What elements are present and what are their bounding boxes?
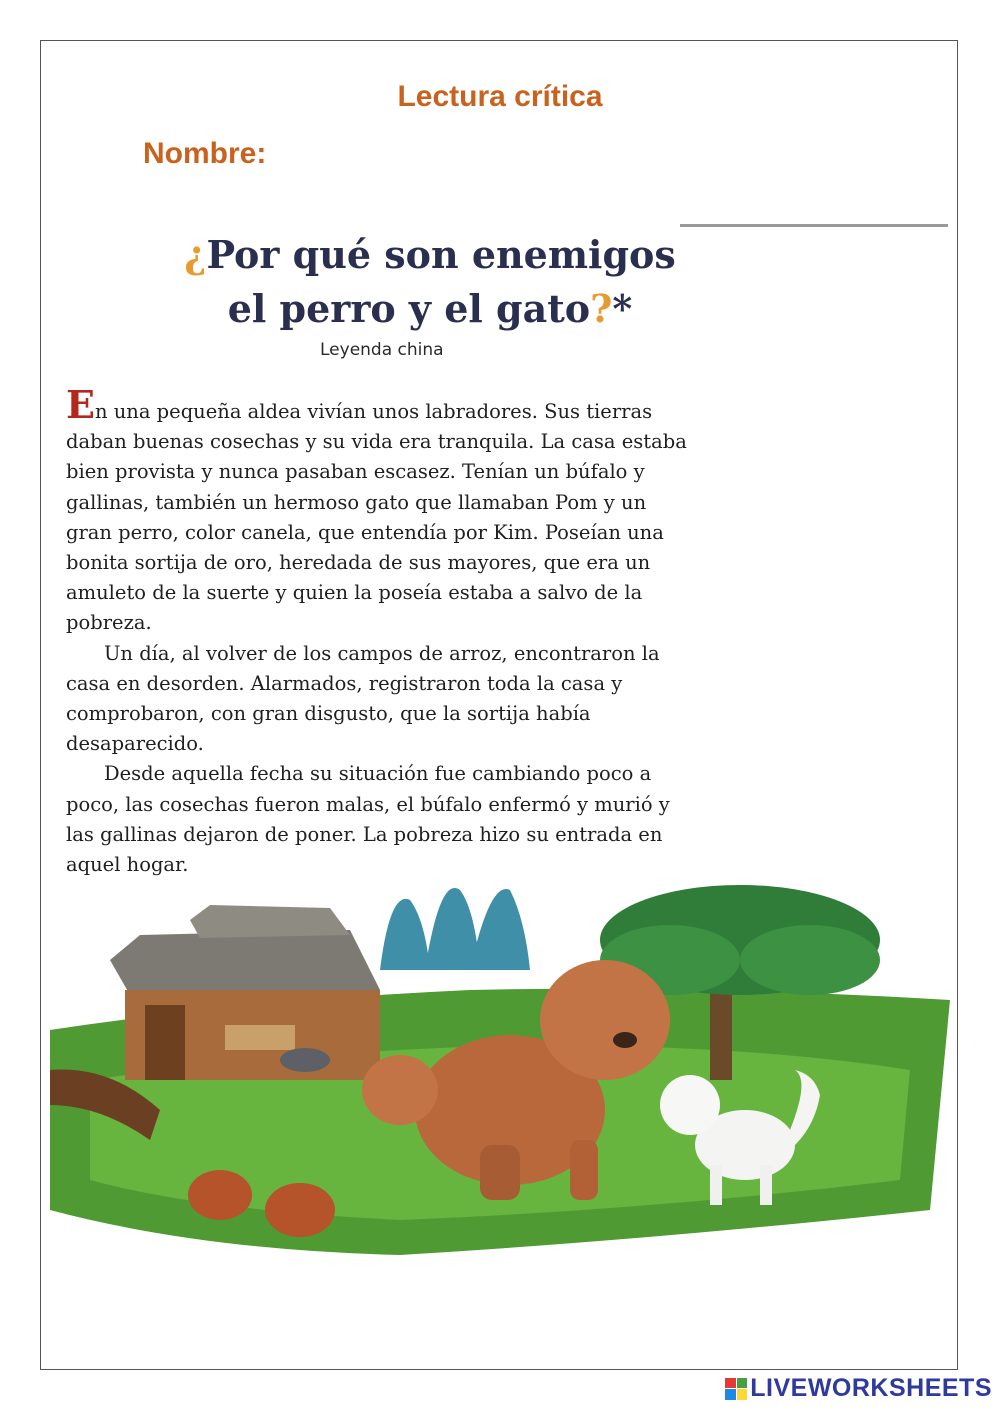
dog-front-leg — [570, 1140, 598, 1200]
dog-head — [540, 960, 670, 1080]
house-roof — [110, 930, 380, 995]
house-window — [225, 1025, 295, 1050]
liveworksheets-logo-text: LIVEWORKSHEETS — [750, 1374, 992, 1402]
rock — [280, 1048, 330, 1072]
dog-nose — [613, 1032, 637, 1048]
mountains — [380, 888, 530, 970]
story-title-line1: Por qué son enemigos — [206, 232, 676, 277]
worksheet-title: Lectura crítica — [397, 80, 603, 113]
paragraph-3: Desde aquella fecha su situación fue cambiando poco a poco, las cosechas fueron malas, el búfalo enfermó y murió y las gallinas dejaron de poner. La pobreza hizo su entrada en aquel hogar. — [66, 762, 670, 877]
story-title-line2: el perro y el gato — [227, 286, 591, 331]
chicken-2 — [265, 1183, 335, 1237]
liveworksheets-logo-icon — [725, 1378, 747, 1400]
cat-leg-2 — [760, 1165, 772, 1205]
paragraph-2: Un día, al volver de los campos de arroz, encontraron la casa en desorden. Alarmados, registraron toda la casa y comprobaron, con gran disgusto, que la sortija había desaparecido. — [66, 641, 660, 756]
paragraph-1-text: n una pequeña aldea vivían unos labradores. Sus tierras daban buenas cosechas y su vida era tranquila. La casa estaba bien provista y nunca pasaban escasez. Tenían un búfalo y gallinas, también un hermoso gato que llamaban Pom y un gran perro, color canela, que entendía por Kim. Poseían una bonita sortija de oro, heredada de sus mayores, que era un amuleto de la suerte y quien la poseía estaba a salvo de la pobreza. — [66, 400, 687, 635]
tree-trunk — [710, 990, 732, 1080]
tree-canopy-right — [740, 925, 880, 995]
cat-leg-1 — [710, 1165, 722, 1205]
name-answer-line — [680, 224, 948, 227]
chicken-1 — [188, 1170, 252, 1220]
paragraph-1 — [66, 382, 696, 639]
house-door — [145, 1005, 185, 1080]
story-illustration — [50, 880, 950, 1260]
title-open-question-mark: ¿ — [184, 232, 207, 277]
title-close-question-mark: ? — [590, 286, 613, 331]
story-subtitle: Leyenda china — [320, 340, 444, 360]
house-roof-upper — [190, 905, 350, 938]
story-title — [150, 228, 710, 336]
title-asterisk: * — [612, 286, 633, 331]
liveworksheets-logo — [725, 1374, 992, 1403]
cat-head — [660, 1075, 720, 1135]
dog-tail — [362, 1055, 438, 1125]
dog-back-leg — [480, 1145, 520, 1200]
story-body — [66, 382, 696, 880]
name-label: Nombre: — [143, 137, 267, 170]
dropcap-letter: E — [66, 382, 95, 427]
